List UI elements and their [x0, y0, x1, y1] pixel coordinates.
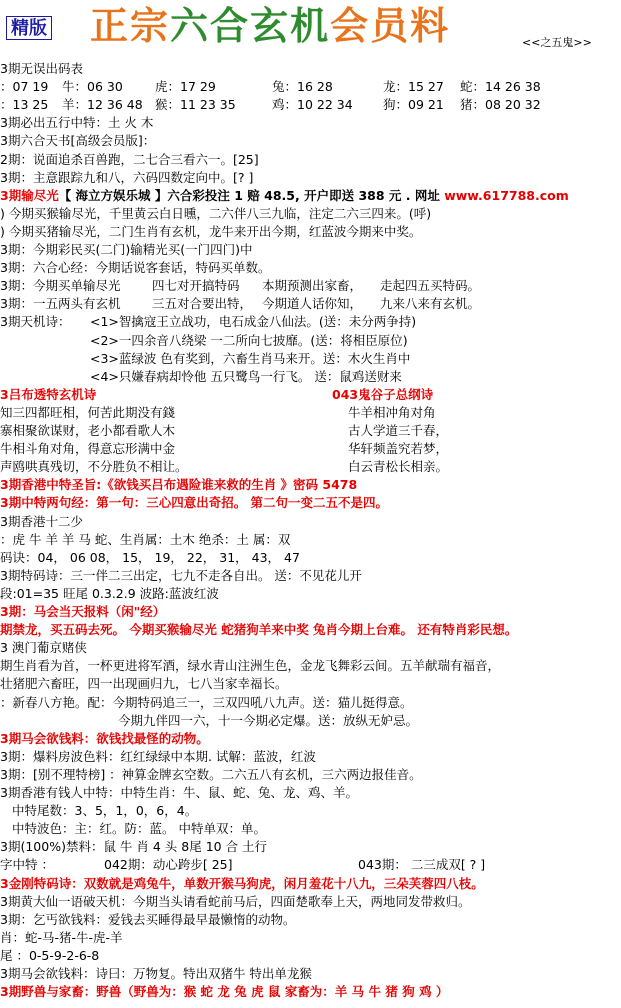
- text-cell: 狗：09 21: [383, 97, 444, 113]
- text-line: 3期：爆料房波色料：红红绿绿中本期. 试解：蓝波，红波: [0, 748, 316, 764]
- text-line: 3期：乞丐欲钱料：爱钱去买睡得最早最懒惰的动物。: [0, 911, 296, 927]
- text-line: 肖：蛇-马-猪-牛-虎-羊: [0, 929, 123, 945]
- edition-badge: 精版: [6, 16, 52, 40]
- text-cell: 牛羊相冲角对角: [348, 404, 436, 420]
- text-cell: 三五对合要出特，: [152, 296, 253, 312]
- text-cell: 古人学道三千春，: [348, 423, 449, 438]
- highlight-text: 3期输尽光: [0, 187, 59, 203]
- text-line: 3期黄大仙一语破天机：今期当头请看蛇前马后，四面楚歌奉上天，两地同发带救归。: [0, 893, 471, 909]
- text-cell: 043期： 二三成双[ ? ]: [358, 857, 486, 873]
- text-line: 3期：今期彩民买(二门)输精光买(一门四门)中: [0, 242, 253, 257]
- text-cell: 中特尾数：3、5，1，0，6，4。: [12, 803, 198, 819]
- text-cell: 走起四五买特码。: [380, 278, 481, 294]
- text-cell: 牛相斗角对角，得意忘形满中金: [0, 441, 176, 457]
- text-cell: 猴：11 23 35: [155, 97, 236, 113]
- text-cell: <3>蓝绿波 色有奖到，六畜生肖马来开。送：木火生肖中: [90, 350, 411, 366]
- title-char: 会: [330, 3, 371, 48]
- text-cell: 寨相聚欲谋财，老小都看歌人木: [0, 423, 176, 438]
- text-line: 3期马会欲钱料：诗曰：万物复。特出双猪牛 特出单龙猴: [0, 966, 312, 981]
- text-cell: 3期：一五两头有玄机: [0, 296, 121, 312]
- text-line: 3期马会欲钱料：欲钱找最怪的动物。: [0, 730, 209, 746]
- text-cell: 知三四都旺相，何苦此期没有錢: [0, 404, 176, 420]
- title-char: 机: [290, 3, 331, 48]
- text-cell: 虎：17 29: [155, 79, 216, 95]
- text-line: 3期：六合心经：今期话说客套话，特码买单数。: [0, 260, 271, 276]
- text-cell: <4>只嫌春病却怜他 五只鹭鸟一行飞。 送：鼠鸡送财来: [90, 368, 402, 384]
- text-cell: 3吕布透特玄机诗: [0, 386, 97, 402]
- text-cell: 中特波色：主：红。防：蓝。 中特单双：单。: [12, 821, 266, 837]
- text-line: [0, 187, 569, 205]
- title-char: 员: [370, 3, 411, 48]
- text-line: 3期无误出码表: [0, 61, 83, 76]
- text-line: 3期中特两句经：第一句：三心四意出奇招。 第二句一变二五不是四。: [0, 495, 389, 511]
- text-cell: 蛇：14 26 38: [460, 79, 541, 95]
- website-link[interactable]: www.617788.com: [444, 187, 569, 203]
- text-cell: 3期：今期买单输尽光: [0, 278, 121, 294]
- text-line: 3期香港有钱人中特：中特生肖：牛、鼠、蛇、兔、龙、鸡、羊。: [0, 785, 358, 800]
- page-title: [90, 2, 450, 50]
- text-cell: 四七对开搞特码: [152, 278, 240, 294]
- text-line: ) 今期买猴输尽光，千里黄云白日曛，二六伴八三九临，注定二六三四来。(呼): [0, 205, 432, 221]
- text-cell: 字中特 ：: [0, 857, 54, 873]
- text-cell: ：07 19: [0, 79, 49, 95]
- text-line: 3期：[别不理特榜] ：神算金牌玄空数。二六五八有玄机，三六两边报佳音。: [0, 766, 422, 782]
- text-cell: 华轩频盖究若梦，: [348, 441, 449, 457]
- text-cell: 声鸥哄真残切，不分胜负不相让。: [0, 459, 188, 475]
- title-char: 正: [90, 3, 131, 48]
- text-cell: 今期道人话你知，: [262, 296, 363, 312]
- title-char: 合: [210, 3, 251, 48]
- text-cell: <1>智擒寇王立战功，电石成金八仙法。(送：未分两争持): [90, 314, 417, 330]
- text-line: 3期香港十二少: [0, 513, 83, 529]
- page-subtitle: <<之五鬼>>: [522, 36, 592, 49]
- text-line: 期生肖看为首，一杯更进将军酒，绿水青山注洲生色，金龙飞舞彩云间。五羊献瑞有福音，: [0, 658, 501, 674]
- text-line: 壮猪肥六畜旺，四一出现画归九，七八当家幸福长。: [0, 676, 288, 692]
- text-line: ：虎 牛 羊 羊 马 蛇、生肖属：土木 绝杀：土 属：双: [0, 531, 291, 547]
- text-line: ) 今期买猪输尽光，二门生肖有玄机，龙牛来开出今期，红蓝波今期来中奖。: [0, 223, 422, 239]
- text-line: 期禁龙，买五码去死。 今期买猴输尽光 蛇猪狗羊来中奖 兔肖今期上台难。 还有特肖彩民想。: [0, 622, 518, 638]
- title-char: 玄: [250, 3, 291, 48]
- ad-text: 【 海立方娱乐城 】六合彩投注 1 赔 48.5, 开户即送 388 元 . 网址: [58, 187, 445, 203]
- text-cell: ：13 25: [0, 97, 49, 113]
- text-line: 3期香港中特圣旨:《欲钱买吕布遇险谁来救的生肖 》密码 5478: [0, 477, 358, 493]
- text-line: 3期：马会当天报料（闲"经）: [0, 604, 166, 619]
- text-line: 2期：说面追杀百兽跑，二七合三看六一。[25]: [0, 151, 259, 167]
- text-line: 3期必出五行中特：土 火 木: [0, 115, 154, 131]
- text-line: 3期(100%)禁料：鼠 牛 肖 4 头 8尾 10 合 土行: [0, 839, 268, 855]
- text-line: 3 澳门葡京赌侠: [0, 640, 87, 656]
- text-cell: 猪：08 20 32: [460, 97, 541, 113]
- text-cell: 兔：16 28: [272, 79, 333, 95]
- text-line: 尾 ：0-5-9-2-6-8: [0, 947, 100, 963]
- text-cell: 九来八来有玄机。: [380, 296, 481, 312]
- text-line: 3金刚特码诗：双数就是鸡兔牛，单数开猴马狗虎，闲月羞花十八九，三朵芙蓉四八枝。: [0, 875, 484, 891]
- text-line: 3期六合天书[高级会员版]：: [0, 133, 156, 149]
- text-cell: 龙：15 27: [383, 79, 444, 95]
- text-line: 码诀：04， 06 08， 15， 19， 22， 31， 43， 47: [0, 549, 300, 565]
- text-line: 3期：主意跟踪九和八，六码四数定向中。[? ]: [0, 169, 254, 185]
- text-line: 段:01=35 旺尾 0.3.2.9 波路:蓝波红波: [0, 585, 219, 601]
- text-cell: <2>一四余音八绕梁 一二所向七披靡。(送：将相臣原位): [90, 332, 408, 348]
- title-char: 料: [410, 3, 451, 48]
- text-line: ：新春八方艳。配：今期特码追三一，三双四吼八九声。送：猫儿挺得意。: [0, 694, 413, 710]
- text-cell: 白云青松长相亲。: [348, 459, 449, 475]
- text-cell: 牛：06 30: [62, 79, 123, 95]
- text-cell: 本期预测出家畜，: [262, 278, 363, 294]
- text-cell: 羊：12 36 48: [62, 97, 143, 113]
- title-char: 六: [170, 3, 211, 48]
- text-cell: 042期：动心跨步[ 25]: [104, 857, 233, 873]
- text-line: 3期特码诗：三一伴二三出定，七九不走各自出。 送：不见花儿开: [0, 567, 362, 583]
- text-line: 3期野兽与家畜：野兽（野兽为：猴 蛇 龙 兔 虎 鼠 家畜为：羊 马 牛 猪 狗 鸡 ）: [0, 984, 449, 1000]
- title-char: 宗: [130, 3, 171, 48]
- text-cell: 3期天机诗：: [0, 314, 71, 330]
- text-cell: 鸡：10 22 34: [272, 97, 353, 113]
- text-cell: 今期九伴四一六，十一今期必定爆。送：放纵无妒忌。: [118, 712, 419, 728]
- text-cell: 043鬼谷子总纲诗: [332, 386, 434, 402]
